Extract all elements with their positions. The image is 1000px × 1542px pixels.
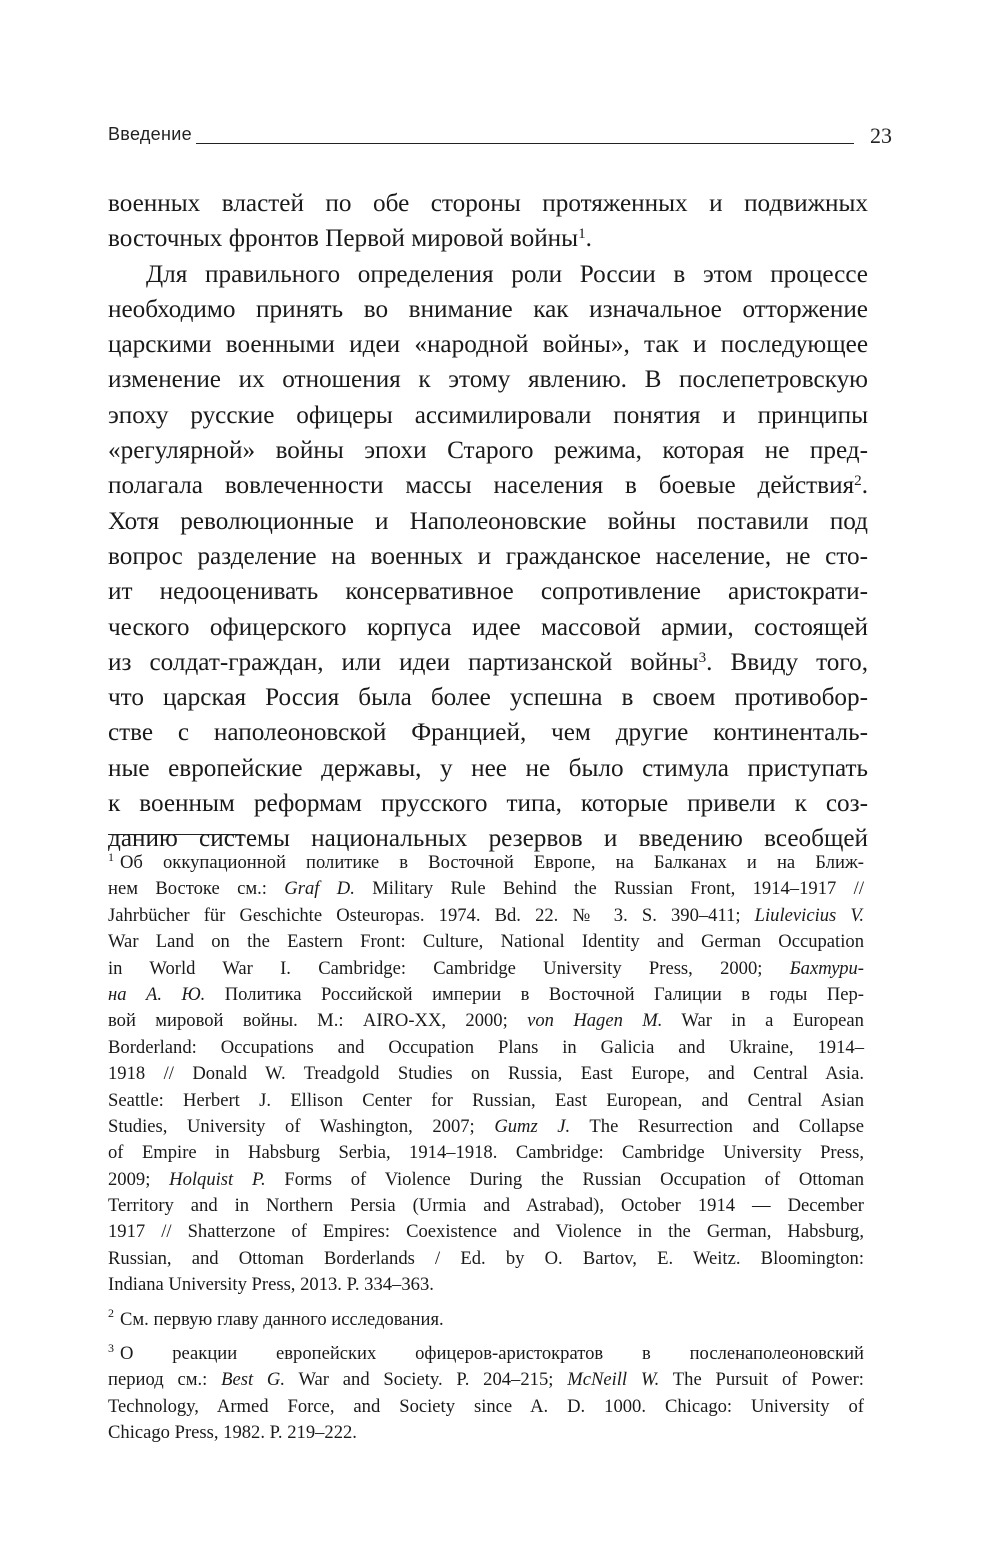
body-line: царскими военными идеи «народной войны», так и последующее	[108, 331, 868, 359]
footnote-line: in World War I. Cambridge: Cambridge University Press, 2000; Бахтури-	[108, 957, 864, 979]
footnote-line: $^1$ Об оккупационной политике в Восточной Европе, на Балканах и на Ближ-	[108, 849, 864, 873]
footnote-line: период см.: Best G. War and Society. P. 204–215; McNeill W. The Pursuit of Power:	[108, 1369, 864, 1391]
body-line: полагала вовлеченности массы населения в боевые действия$^2$.	[108, 472, 868, 500]
footnote-line: 1917 // Shatterzone of Empires: Coexistence and Violence in the German, Habsburg,	[108, 1221, 864, 1243]
body-line: стве с наполеоновской Францией, чем другие континенталь-	[108, 719, 868, 747]
section-title: Введение	[108, 124, 192, 144]
footnote-line: Russian, and Ottoman Borderlands / Ed. by O. Bartov, E. Weitz. Bloomington:	[108, 1247, 864, 1269]
footnote-line: вой мировой войны. М.: AIRO-XX, 2000; von Hagen M. War in a European	[108, 1010, 864, 1032]
body-line: «регулярной» войны эпохи Старого режима, которая не пред-	[108, 437, 868, 465]
footnote-number: 2	[108, 1306, 114, 1321]
footnote-separator	[108, 834, 244, 835]
body-line: вопрос разделение на военных и гражданское население, не сто-	[108, 542, 868, 570]
page-number: 23	[870, 123, 892, 148]
footnote-line: Indiana University Press, 2013. P. 334–363.	[108, 1274, 434, 1296]
body-line: эпоху русские офицеры ассимилировали понятия и принципы	[108, 401, 868, 429]
footnote-line: 1918 // Donald W. Treadgold Studies on Russia, East Europe, and Central Asia.	[108, 1063, 864, 1085]
footnote-number: 1	[108, 849, 114, 864]
body-line: военных властей по обе стороны протяженных и подвижных	[108, 190, 868, 217]
footnotes	[108, 850, 864, 1447]
body-line: что царская Россия была более успешна в своем противобор-	[108, 684, 868, 712]
body-line: Для правильного определения роли России в этом процессе	[146, 260, 868, 288]
footnote-line: на А. Ю. Политика Российской империи в Восточной Галиции в годы Пер-	[108, 983, 864, 1005]
footnote-line: Chicago Press, 1982. P. 219–222.	[108, 1422, 357, 1444]
body-line: ческого офицерского корпуса идее массовой армии, состоящей	[108, 613, 868, 641]
footnote-line: Jahrbücher für Geschichte Osteuropas. 1974. Bd. 22. № 3. S. 390–411; Liulevicius V.	[108, 904, 864, 926]
header-rule	[196, 143, 854, 144]
footnote-ref[interactable]: 1	[578, 225, 586, 242]
running-head	[108, 118, 892, 158]
footnote-ref[interactable]: 2	[854, 473, 862, 490]
footnote-line: War Land on the Eastern Front: Culture, National Identity and German Occupation	[108, 931, 864, 953]
footnote-line: Technology, Armed Force, and Society since A. D. 1000. Chicago: University of	[108, 1395, 864, 1417]
footnote-line: of Empire in Habsburg Serbia, 1914–1918. Cambridge: Cambridge University Press,	[108, 1142, 864, 1164]
main-text	[108, 186, 868, 857]
footnote-line: 2009; Holquist P. Forms of Violence During the Russian Occupation of Ottoman	[108, 1168, 864, 1190]
footnote-line: Borderland: Occupations and Occupation Plans in Galicia and Ukraine, 1914–	[108, 1036, 864, 1058]
footnote-line: Studies, University of Washington, 2007; Gumz J. The Resurrection and Collapse	[108, 1115, 864, 1137]
footnote-line: нем Востоке см.: Graf D. Military Rule Behind the Russian Front, 1914–1917 //	[108, 878, 864, 900]
body-line: Хотя революционные и Наполеоновские войны поставили под	[108, 507, 868, 535]
footnote-line: $^2$ См. первую главу данного исследования.	[108, 1306, 444, 1330]
footnote-line: Territory and in Northern Persia (Urmia and Astrabad), October 1914 — December	[108, 1195, 864, 1217]
footnote-ref[interactable]: 3	[698, 649, 707, 666]
footnote-line: Seattle: Herbert J. Ellison Center for Russian, East European, and Central Asian	[108, 1089, 864, 1111]
body-line: восточных фронтов Первой мировой войны$^1$.	[108, 225, 592, 253]
footnote-number: 3	[108, 1340, 114, 1355]
body-line: необходимо принять во внимание как изначальное отторжение	[108, 295, 868, 323]
body-line: ит недооценивать консервативное сопротивление аристократи-	[108, 578, 868, 606]
body-line: из солдат-граждан, или идеи партизанской войны$^3$. Ввиду того,	[108, 648, 868, 676]
body-line: изменение их отношения к этому явлению. В послепетровскую	[108, 366, 868, 394]
body-line: данию системы национальных резервов и введению всеобщей	[108, 825, 868, 853]
body-line: ные европейские державы, у нее не было стимула приступать	[108, 754, 868, 782]
footnote-line: $^3$ О реакции европейских офицеров-аристократов в посленаполеоновский	[108, 1340, 864, 1365]
body-line: к военным реформам прусского типа, которые привели к соз-	[108, 790, 868, 818]
